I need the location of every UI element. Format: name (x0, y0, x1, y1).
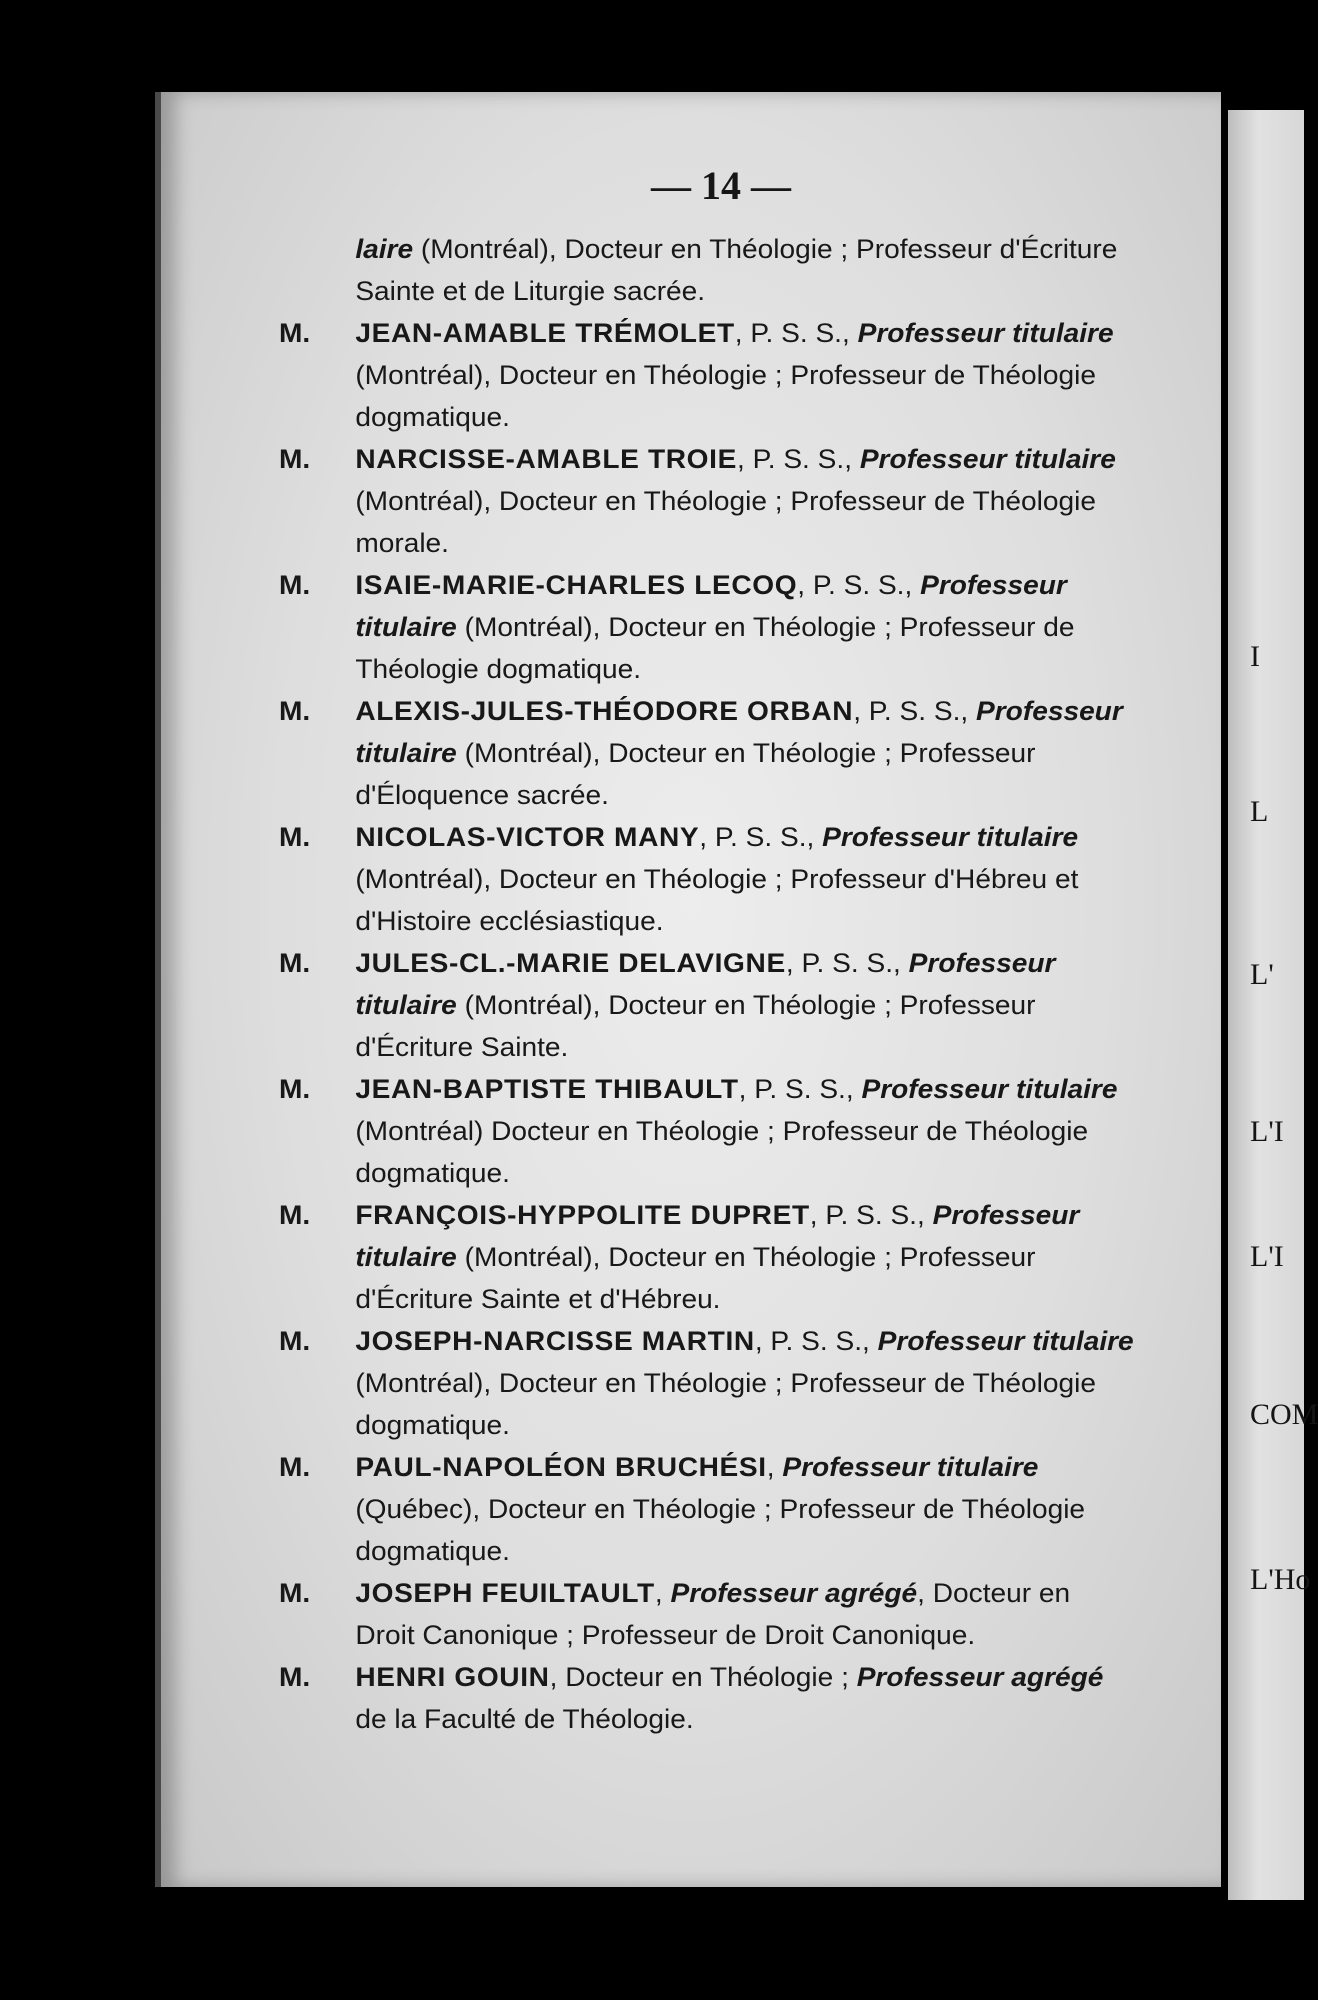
faculty-entry (279, 564, 1135, 690)
entry-order: , P. S. S., (734, 318, 858, 348)
entry-marker: M. (279, 696, 311, 726)
faculty-entry (279, 1656, 1135, 1740)
entry-marker: M. (279, 948, 311, 978)
page-number: — 14 — (651, 163, 791, 208)
entry-title: Professeur titulaire (355, 570, 1067, 642)
entry-title: laire (355, 234, 414, 264)
entry-order: , P. S. S., (853, 696, 977, 726)
entry-title: Professeur titulaire (859, 444, 1116, 474)
adjacent-page-fragment: L' (1250, 958, 1274, 991)
entry-marker: M. (279, 318, 311, 348)
entry-rest: , Docteur en Droit Canonique ; Professeur de Droit Canonique. (355, 1578, 1071, 1650)
adjacent-page-fragment: I (1250, 640, 1260, 673)
entry-title: Professeur titulaire (355, 948, 1056, 1020)
entry-name: JEAN-BAPTISTE THIBAULT (355, 1074, 739, 1104)
entry-title: Professeur titulaire (822, 822, 1079, 852)
entry-name: FRANÇOIS-HYPPOLITE DUPRET (355, 1200, 810, 1230)
entry-name: JOSEPH FEUILTAULT (355, 1578, 655, 1608)
entry-rest: (Montréal) Docteur en Théologie ; Professeur de Théologie dogmatique. (355, 1116, 1089, 1188)
entry-title: Professeur titulaire (857, 318, 1114, 348)
faculty-entry (279, 1194, 1135, 1320)
entry-marker: M. (279, 444, 311, 474)
entry-name: JULES-CL.-MARIE DELAVIGNE (355, 948, 786, 978)
faculty-entry (279, 816, 1135, 942)
entry-name: NICOLAS-VICTOR MANY (355, 822, 700, 852)
entry-name: JOSEPH-NARCISSE MARTIN (355, 1326, 755, 1356)
entry-rest: (Québec), Docteur en Théologie ; Professeur de Théologie dogmatique. (355, 1494, 1086, 1566)
faculty-entry (279, 1068, 1135, 1194)
entry-title: Professeur titulaire (355, 696, 1123, 768)
entry-name: HENRI GOUIN (355, 1662, 550, 1692)
faculty-list (279, 228, 1135, 1740)
entry-order: , (766, 1452, 783, 1482)
entry-order: , P. S. S., (754, 1326, 878, 1356)
entry-rest: (Montréal), Docteur en Théologie ; Professeur de Théologie morale. (355, 486, 1096, 558)
entry-name: ISAIE-MARIE-CHARLES LECOQ (355, 570, 798, 600)
entry-title: Professeur titulaire (355, 1200, 1080, 1272)
entry-title: Professeur titulaire (782, 1452, 1039, 1482)
entry-title: Professeur agrégé (670, 1578, 918, 1608)
entry-marker: M. (279, 1326, 311, 1356)
adjacent-page-fragment: L'I (1250, 1115, 1284, 1148)
entry-marker: M. (279, 1452, 311, 1482)
adjacent-page-fragment: L'Ho (1250, 1563, 1311, 1596)
entry-order: , P. S. S., (785, 948, 909, 978)
continuation-entry (279, 228, 1135, 312)
document-page (155, 92, 1221, 1887)
entry-order: , P. S. S., (738, 1074, 862, 1104)
entry-order: , Docteur en Théologie ; (549, 1662, 857, 1692)
entry-marker: M. (279, 1578, 311, 1608)
entry-title: Professeur titulaire (861, 1074, 1118, 1104)
faculty-entry (279, 1572, 1135, 1656)
faculty-entry (279, 312, 1135, 438)
entry-order: , P. S. S., (797, 570, 921, 600)
entry-order: , P. S. S., (699, 822, 823, 852)
entry-marker: M. (279, 822, 311, 852)
entry-marker: M. (279, 1200, 311, 1230)
faculty-entry (279, 1320, 1135, 1446)
faculty-entry (279, 942, 1135, 1068)
faculty-entry (279, 438, 1135, 564)
entry-rest: de la Faculté de Théologie. (355, 1704, 694, 1734)
adjacent-page-fragment: COM (1250, 1398, 1318, 1431)
entry-order: , (654, 1578, 671, 1608)
entry-rest: (Montréal), Docteur en Théologie ; Professeur de Théologie dogmatique. (355, 612, 1075, 684)
entry-rest: (Montréal), Docteur en Théologie ; Professeur d'Écriture Sainte et d'Hébreu. (355, 1242, 1036, 1314)
entry-order: , P. S. S., (809, 1200, 933, 1230)
faculty-entry (279, 1446, 1135, 1572)
entry-rest: (Montréal), Docteur en Théologie ; Professeur d'Hébreu et d'Histoire ecclésiastique. (355, 864, 1079, 936)
adjacent-page-fragment: L'I (1250, 1240, 1284, 1273)
adjacent-page-fragment: L (1250, 795, 1269, 828)
entry-rest: (Montréal), Docteur en Théologie ; Professeur de Théologie dogmatique. (355, 360, 1096, 432)
entry-rest: (Montréal), Docteur en Théologie ; Professeur d'Écriture Sainte et de Liturgie sacrée. (355, 234, 1118, 306)
entry-name: JEAN-AMABLE TRÉMOLET (355, 318, 735, 348)
adjacent-page-edge (1228, 110, 1304, 1900)
entry-rest: (Montréal), Docteur en Théologie ; Professeur d'Éloquence sacrée. (355, 738, 1036, 810)
entry-marker: M. (279, 570, 311, 600)
entry-rest: (Montréal), Docteur en Théologie ; Professeur d'Écriture Sainte. (355, 990, 1036, 1062)
entry-order: , P. S. S., (736, 444, 860, 474)
entry-marker: M. (279, 1074, 311, 1104)
entry-marker: M. (279, 1662, 311, 1692)
entry-name: NARCISSE-AMABLE TROIE (355, 444, 737, 474)
entry-name: ALEXIS-JULES-THÉODORE ORBAN (355, 696, 854, 726)
entry-rest: (Montréal), Docteur en Théologie ; Professeur de Théologie dogmatique. (355, 1368, 1096, 1440)
entry-title: Professeur titulaire (877, 1326, 1134, 1356)
entry-name: PAUL-NAPOLÉON BRUCHÉSI (355, 1452, 767, 1482)
entry-title: Professeur agrégé (856, 1662, 1104, 1692)
faculty-entry (279, 690, 1135, 816)
